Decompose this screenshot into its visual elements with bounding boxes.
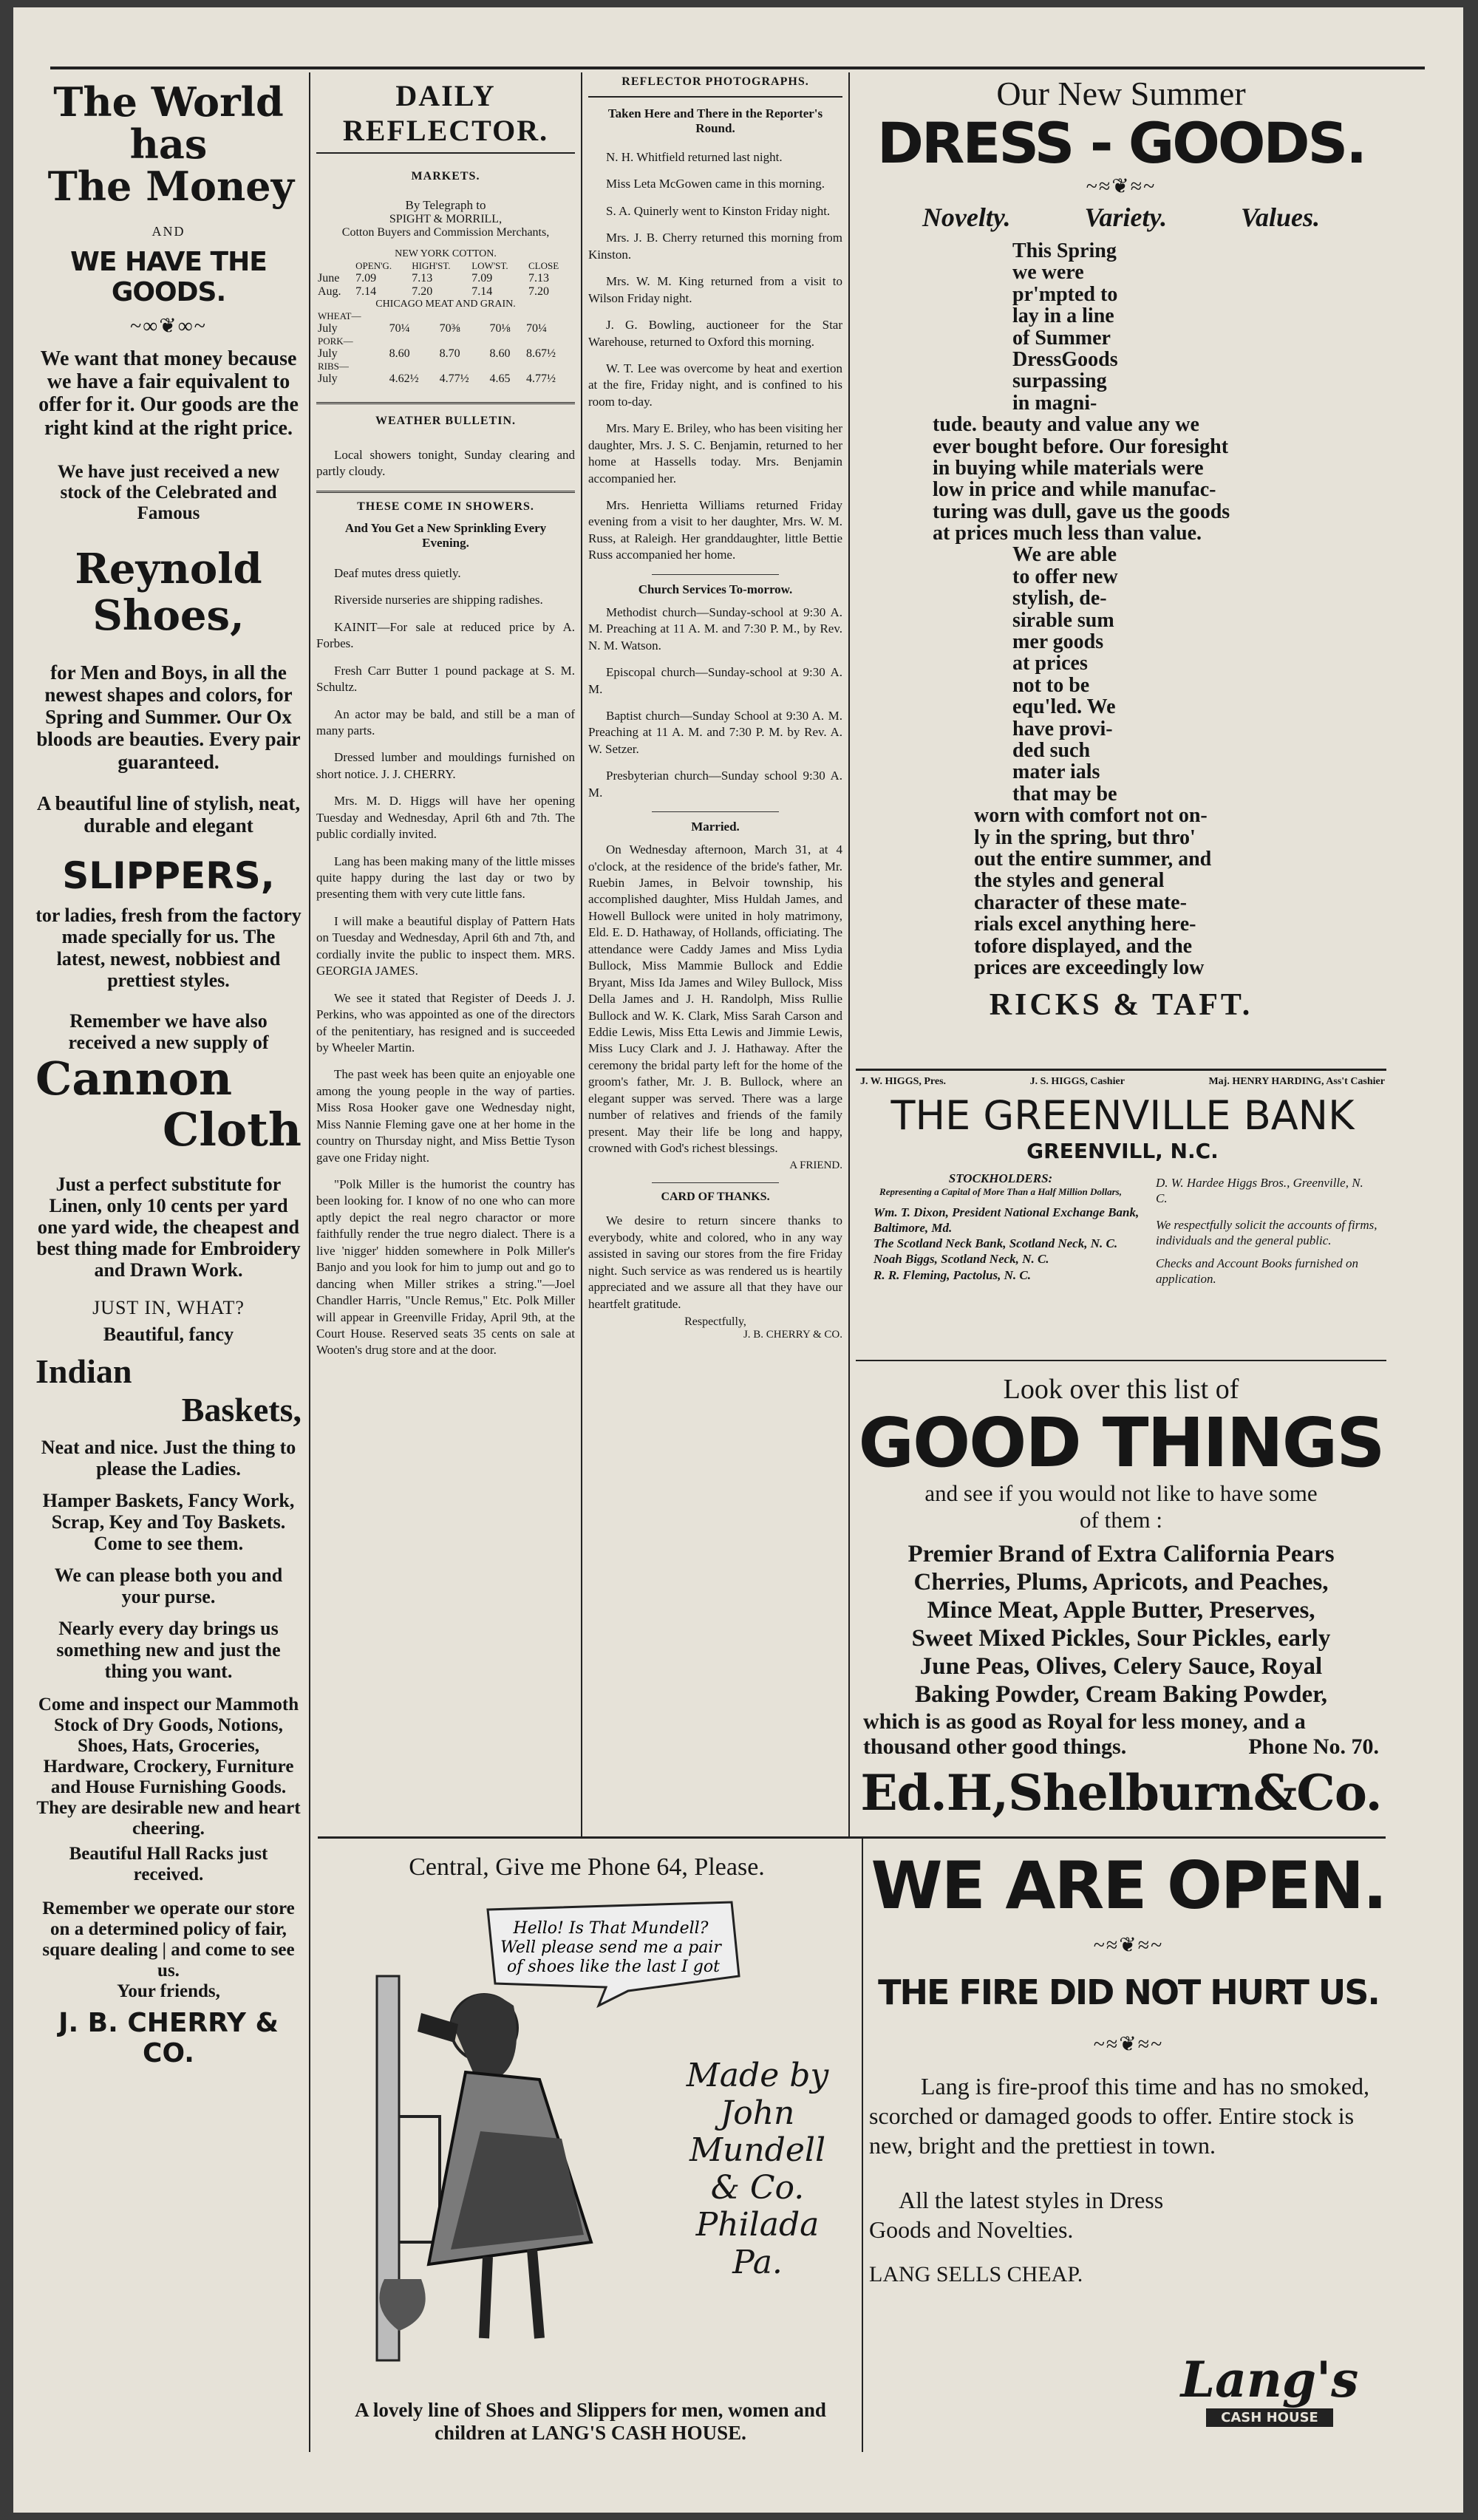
body-line: we were — [1012, 261, 1084, 285]
table-row — [316, 347, 575, 361]
girl-hair — [451, 1994, 517, 2080]
lang-logo — [1159, 2351, 1380, 2427]
table-header: HIGH'ST. — [412, 260, 451, 271]
showers-subheading: And You Get a New Sprinkling Every Evening. — [344, 520, 547, 550]
body-line: worn with comfort not on- — [974, 804, 1208, 828]
ad-paragraph: Remember we have also received a new supply of — [68, 1009, 269, 1053]
mundell-ad — [318, 1843, 856, 2452]
section-rule — [856, 1360, 1386, 1361]
top-rule — [50, 67, 1425, 69]
lang-ad — [869, 1843, 1388, 2452]
dress-tags — [885, 202, 1357, 233]
body-line: to offer new — [1012, 565, 1118, 588]
body-line: turing was dull, gave us the goods — [933, 500, 1230, 523]
news-item: W. T. Lee was overcome by heat and exertion at the fire, Friday night, and is confined to his room to-day. — [588, 361, 842, 409]
news-item: Fresh Carr Butter 1 pound package at S. M. Schultz. — [316, 663, 575, 695]
married-text: On Wednesday afternoon, March 31, at 4 o'clock, at the residence of the bride's father, Mr. Ruebin James, in Belvoir township, his accomplished daughter, Miss Huldah James, and Howell Bullock were united in holy matrimony, Eld. E. D. Hathaway, of Hollands, officiating. The attendance were Caddy James and Miss Lydia Bullock, Miss Mammie Bullock and Eddie Bryant, Miss Ida James and Wiley Bullock, Miss Della James and J. H. Randolph, Miss Rullie Bullock and W. K. Clark, Miss Sarah Carson and Eddie Lewis, Miss Etta Lewis and Jimmie Lewis, Miss Lucy Clark and J. J. Hathaway. After the ceremony the bridal party left for the home of the groom's father, Mr. J. B. Bullock, where an elegant supper was served. There was a large number of relatives and friends of the family present. May their life be long and happy, crowned with God's richest blessings. — [588, 842, 842, 1155]
column-rule — [309, 72, 310, 2452]
ad-paragraph: Hamper Baskets, Fancy Work, Scrap, Key and Toy Baskets. Come to see them. — [42, 1489, 295, 1554]
good-title: GOOD THINGS — [858, 1403, 1384, 1482]
bank-ad — [860, 1076, 1385, 1357]
ad-paragraph: Neat and nice. Just the thing to please the Ladies. — [41, 1436, 296, 1479]
ad-paragraph: tor ladies, fresh from the factory made specially for us. The latest, newest, nobbiest and prettiest styles. — [35, 905, 302, 991]
ad-paragraph: Your friends, — [117, 1981, 220, 2001]
cloth-title: Cloth — [163, 1103, 302, 1157]
table-cell: WHEAT— — [318, 310, 361, 321]
list-item: Premier Brand of Extra California Pears — [907, 1541, 1335, 1568]
table-cell: PORK— — [318, 336, 353, 347]
table-row — [316, 336, 575, 347]
church-item: Methodist church—Sunday-school at 9:30 A. M. Preaching at 11 A. M. and 7:30 P. M., by Rev. N. M. Watson. — [588, 605, 842, 653]
phone-number: Phone No. 70. — [1248, 1734, 1379, 1759]
bank-name: THE GREENVILLE BANK — [890, 1092, 1355, 1139]
speech-bubble-text: Hello! Is That Mundell? Well please send me a pair of shoes like the last I got — [500, 1919, 721, 1976]
ad-paragraph: A beautiful line of stylish, neat, durable and elegant — [36, 791, 301, 837]
news-item: Lang has been making many of the little misses quite happy during the last day or two by presenting them with very cute little fans. — [316, 854, 575, 902]
church-heading: Church Services To-morrow. — [638, 582, 793, 596]
photographs-heading: REFLECTOR PHOTOGRAPHS. — [588, 75, 842, 98]
body-line: out the entire summer, and — [974, 847, 1212, 871]
lang-logo-text: Lang's — [1180, 2351, 1359, 2408]
and-label: AND — [151, 223, 185, 239]
flourish-ornament: ~≈❦≈~ — [1093, 1933, 1164, 1957]
church-item: Baptist church—Sunday School at 9:30 A. M. Preaching at 11 A. M. and 7:30 P. M. by Rev. A. W. Setzer. — [588, 708, 842, 756]
ad-headline: The Money — [47, 163, 294, 211]
table-cell: 7.13 — [412, 272, 433, 285]
church-item: Presbyterian church—Sunday school 9:30 A. M. — [588, 769, 842, 800]
body-line: sirable sum — [1012, 608, 1114, 632]
table-header: OPEN'G. — [355, 260, 392, 271]
baskets-title: Baskets, — [181, 1390, 302, 1428]
masthead: DAILY REFLECTOR. — [316, 74, 575, 154]
ad-paragraph: Remember we operate our store on a determined policy of fair, square dealing | and come to see us. — [42, 1898, 295, 1981]
thanks-respectfully: Respectfully, — [684, 1315, 746, 1329]
column-rule — [581, 72, 582, 1839]
married-heading: Married. — [691, 820, 740, 834]
table-cell: 4.62½ — [389, 372, 419, 385]
made-by-line: & Co. — [710, 2168, 805, 2207]
table-cell: 8.60 — [489, 347, 511, 360]
list-item: Baking Powder, Cream Baking Powder, — [914, 1680, 1327, 1708]
news-item: Mrs. W. M. King returned from a visit to Wilson Friday night. — [588, 274, 842, 305]
bank-note: We respectfully solicit the accounts of firms, individuals and the general public. — [1156, 1217, 1377, 1247]
dress-body-narrow — [1012, 240, 1205, 414]
cherry-ad — [35, 81, 302, 2453]
made-by-line: Pa. — [732, 2243, 783, 2281]
news-item: Mrs. J. B. Cherry returned this morning from Kinston. — [588, 231, 842, 262]
body-line: This Spring — [1012, 239, 1117, 262]
stockholders-sub: Representing a Capital of More Than a Half Million Dollars, — [879, 1186, 1122, 1198]
newspaper-page — [13, 7, 1463, 2513]
dress-title-text: DRESS - GOODS. — [876, 113, 1366, 174]
made-by-line: John Mundell — [689, 2094, 826, 2170]
flourish-ornament: ~∞❦∞~ — [130, 314, 207, 338]
lang-paragraph: LANG SELLS CHEAP. — [869, 2261, 1083, 2286]
table-cell: 4.77½ — [439, 372, 469, 385]
list-item: Mince Meat, Apple Butter, Preserves, — [927, 1597, 1315, 1624]
indian-title: Indian — [35, 1352, 132, 1391]
cotton-table — [316, 260, 575, 299]
news-item: We see it stated that Register of Deeds J. J. Perkins, who was appointed as one of the directors of the penitentiary, has resigned and is succeeded by Wheeler Martin. — [316, 990, 575, 1055]
stockholder: R. R. Fleming, Pactolus, N. C. — [873, 1267, 1031, 1282]
dress-top: Our New Summer — [996, 75, 1246, 112]
table-cell: 8.60 — [389, 347, 410, 360]
shoes-title: Reynold Shoes, — [75, 545, 262, 640]
news-item: I will make a beautiful display of Pattern Hats on Tuesday and Wednesday, April 6th and 7th, and cordially invite the public to inspect them. MRS. GEORGIA JAMES. — [316, 913, 575, 978]
body-line: ly in the spring, but thro' — [974, 825, 1196, 849]
body-line: not to be — [1012, 673, 1090, 697]
table-cell: Aug. — [318, 285, 341, 298]
stockholder: D. W. Hardee Higgs Bros., Greenville, N. C. — [1156, 1176, 1363, 1206]
lang-paragraph: Lang is fire-proof this time and has no smoked, scorched or damaged goods to offer. Entire stock is new, bright and the prettiest in town. — [869, 2072, 1369, 2159]
body-line: in buying while materials were — [933, 456, 1204, 480]
table-cell: 4.77½ — [525, 372, 556, 385]
body-line: in magni- — [1012, 391, 1097, 415]
cherry-signature: J. B. CHERRY & CO. — [58, 2007, 279, 2068]
bank-officer: Maj. HENRY HARDING, Ass't Cashier — [1208, 1076, 1385, 1087]
stockholder: Noah Biggs, Scotland Neck, N. C. — [873, 1252, 1049, 1267]
good-tail-row — [856, 1734, 1386, 1760]
thanks-text: We desire to return sincere thanks to everybody, white and colored, who in any way assisted in saving our stores from the fire Friday night. Such service as was rendered us is heartily appreciated and we assure all that they have our heartfelt gratitude. — [588, 1213, 842, 1311]
table-row — [316, 285, 575, 299]
markets-intro: By Telegraph to — [405, 198, 486, 212]
table-cell: 8.70 — [439, 347, 460, 360]
table-header-row — [316, 260, 575, 272]
dress-body-wide — [974, 805, 1373, 978]
ad-headline: The World has — [53, 81, 284, 168]
good-top: Look over this list of — [1003, 1374, 1239, 1405]
lang-paragraph: All the latest styles in Dress Goods and Novelties. — [869, 2186, 1164, 2243]
section-rule — [856, 1069, 1386, 1071]
bank-officer: J. S. HIGGS, Cashier — [1029, 1076, 1125, 1087]
mundell-bottom: A lovely line of Shoes and Slippers for men, women and children at LANG'S CASH HOUSE. — [355, 2398, 826, 2444]
news-item: Dressed lumber and mouldings furnished on short notice. J. J. CHERRY. — [316, 750, 575, 781]
photographs-subheading: Taken Here and There in the Reporter's Round. — [607, 106, 823, 135]
just-in-label: JUST IN, WHAT? — [92, 1297, 245, 1319]
bank-left — [860, 1171, 1141, 1287]
ad-paragraph: for Men and Boys, in all the newest shapes and colors, for Spring and Summer. Our Ox bloods are beauties. Every pair guaranteed. — [36, 661, 301, 773]
tag-novelty: Novelty. — [922, 202, 1011, 232]
news-item: Riverside nurseries are shipping radishes. — [334, 593, 543, 607]
body-line: that may be — [1012, 782, 1117, 806]
table-cell: 7.20 — [528, 285, 550, 298]
body-line: at prices — [1012, 652, 1088, 675]
good-sub: and see if you would not like to have some — [924, 1480, 1318, 1507]
table-row — [316, 361, 575, 372]
made-by-line: Made by — [686, 2057, 829, 2094]
body-line: character of these mate- — [974, 890, 1187, 914]
bank-officers — [860, 1076, 1385, 1088]
cotton-heading: NEW YORK COTTON. — [395, 248, 497, 259]
body-line: prices are exceedingly low — [974, 956, 1205, 979]
list-item: June Peas, Olives, Celery Sauce, Royal — [919, 1652, 1323, 1680]
news-item: Mrs. M. D. Higgs will have her opening Tuesday and Wednesday, April 6th and 7th. The public cordially invited. — [316, 794, 575, 842]
body-line: mater ials — [1012, 760, 1100, 784]
bank-note: Checks and Account Books furnished on application. — [1156, 1256, 1359, 1287]
table-cell: 70¼ — [389, 322, 410, 335]
grain-table — [316, 310, 575, 386]
church-item: Episcopal church—Sunday-school at 9:30 A. M. — [588, 665, 842, 696]
body-line: lay in a line — [1012, 304, 1114, 328]
dress-body-wide — [933, 414, 1376, 544]
bank-details — [860, 1171, 1385, 1287]
girl-leg — [532, 2250, 539, 2338]
flourish-ornament: ~≈❦≈~ — [1086, 175, 1157, 198]
body-line: equ'led. We — [1012, 695, 1116, 719]
news-item: Mrs. Mary E. Briley, who has been visiting her daughter, Mrs. J. S. C. Benjamin, returned to her home at Hassells today. Mrs. Benjamin accompanied her. — [588, 421, 842, 486]
news-item: The past week has been quite an enjoyable one among the young people in the way of parties. Miss Rosa Hooker gave one Wednesday night, Miss Nannie Fleming gave one at her home in the country on Thursday night, and Miss Bettie Tyson gave one Friday night. — [316, 1067, 575, 1165]
dress-body-narrow — [1012, 544, 1205, 805]
body-line: tofore displayed, and the — [974, 934, 1193, 958]
table-cell: 7.13 — [528, 272, 550, 285]
column-rule — [862, 1839, 863, 2452]
table-cell: 8.67½ — [525, 347, 556, 360]
good-list — [856, 1541, 1386, 1709]
table-cell: 7.20 — [412, 285, 433, 298]
reflector-column — [316, 74, 575, 1833]
thanks-heading: CARD OF THANKS. — [661, 1191, 770, 1204]
weather-text: Local showers tonight, Sunday clearing and partly cloudy. — [316, 448, 575, 479]
list-item: Cherries, Plums, Apricots, and Peaches, — [913, 1569, 1329, 1596]
girl-leg — [484, 2257, 488, 2338]
ad-paragraph: Come and inspect our Mammoth Stock of Dry Goods, Notions, Shoes, Hats, Groceries, Hardware, Crockery, Furniture and House Furnishing Goods. They are desirable new and heart cheering. — [36, 1694, 301, 1839]
table-row — [316, 310, 575, 322]
made-by — [665, 2057, 850, 2282]
mundell-caption: Central, Give me Phone 64, Please. — [409, 1853, 765, 1881]
body-line: have provi- — [1012, 717, 1113, 740]
body-line: We are able — [1012, 543, 1117, 567]
lang-title: WE ARE OPEN. — [871, 1848, 1386, 1924]
ad-paragraph: We can please both you and your purse. — [54, 1564, 283, 1608]
good-firm: Ed.H,Shelburn&Co. — [860, 1763, 1382, 1822]
news-item: "Polk Miller is the humorist the country has been looking for. I know of no one who can more aptly depict the real negro charactor or more faithfully render the true negro dialect. There is a live 'nigger' hidden somewhere in Polk Miller's Banjo and you look for him to jump out and go to dancing when Miller strikes a string."—Joel Chandler Harris, "Uncle Remus," Etc. Polk Miller will appear in Greenville Friday, April 9th, at the Court House. Reserved seats 35 cents on sale at Wooten's drug store and at the door. — [316, 1177, 575, 1358]
ad-paragraph: We have just received a new stock of the Celebrated and Famous — [57, 462, 280, 524]
stockholders-heading: STOCKHOLDERS: — [948, 1171, 1053, 1185]
table-cell: RIBS— — [318, 361, 349, 372]
news-item: Miss Leta McGowen came in this morning. — [606, 177, 825, 191]
table-row — [316, 372, 575, 386]
married-signature: A FRIEND. — [789, 1159, 842, 1172]
showers-heading: THESE COME IN SHOWERS. — [357, 500, 534, 513]
table-cell: June — [318, 272, 340, 285]
bank-right — [1156, 1171, 1377, 1287]
dress-firm: RICKS & TAFT. — [989, 988, 1253, 1023]
table-cell: 7.14 — [355, 285, 377, 298]
news-item: Deaf mutes dress quietly. — [334, 565, 461, 580]
body-line: at prices much less than value. — [933, 522, 1202, 545]
flourish-ornament: ~≈❦≈~ — [1093, 2032, 1164, 2056]
weather-heading: WEATHER BULLETIN. — [375, 415, 517, 427]
ad-paragraph: Beautiful Hall Racks just received. — [69, 1843, 268, 1884]
markets-heading: MARKETS. — [411, 170, 480, 183]
good-sub: of them : — [1080, 1507, 1162, 1533]
body-line: the styles and general — [974, 869, 1165, 893]
bank-officer: J. W. HIGGS, Pres. — [860, 1076, 947, 1087]
table-cell: July — [318, 322, 338, 335]
good-tail: thousand other good things. — [863, 1734, 1127, 1759]
body-line: ever bought before. Our foresight — [933, 435, 1229, 458]
table-cell: 70⅛ — [489, 322, 511, 335]
table-row — [316, 322, 575, 336]
lang-logo-sub: CASH HOUSE — [1206, 2408, 1333, 2427]
slippers-title: SLIPPERS, — [62, 854, 275, 898]
table-cell: 70⅜ — [439, 322, 460, 335]
grain-heading: CHICAGO MEAT AND GRAIN. — [375, 299, 516, 310]
table-row — [316, 272, 575, 285]
list-item: Sweet Mixed Pickles, Sour Pickles, early — [911, 1625, 1331, 1652]
table-cell: 7.14 — [471, 285, 493, 298]
cannon-title: Cannon — [35, 1051, 233, 1106]
ad-paragraph: Just a perfect substitute for Linen, only 10 cents per yard one yard wide, the cheapest and best thing made for Embroidery and Drawn Work. — [36, 1173, 301, 1281]
bank-city: GREENVILL, N.C. — [1026, 1139, 1219, 1163]
made-by-line: Philada — [695, 2206, 820, 2244]
table-cell: July — [318, 372, 338, 385]
table-cell: 7.09 — [471, 272, 493, 285]
thanks-signature: J. B. CHERRY & CO. — [743, 1329, 842, 1341]
body-line: low in price and while manufac- — [933, 478, 1216, 502]
tag-values: Values. — [1240, 202, 1321, 232]
news-item: An actor may be bald, and still be a man of many parts. — [316, 706, 575, 738]
news-item: S. A. Quinerly went to Kinston Friday night. — [606, 203, 831, 218]
stockholder: Wm. T. Dixon, President National Exchange Bank, Baltimore, Md. — [873, 1205, 1140, 1235]
good-tail: which is as good as Royal for less money, and a — [863, 1709, 1306, 1734]
lang-subtitle: THE FIRE DID NOT HURT US. — [878, 1972, 1379, 2012]
ad-paragraph: We want that money because we have a fair equivalent to offer for it. Our goods are the right kind at the right price. — [38, 347, 299, 440]
news-item: J. G. Bowling, auctioneer for the Star Warehouse, returned to Oxford this morning. — [588, 318, 842, 349]
table-header: LOW'ST. — [471, 260, 508, 271]
good-things-ad — [856, 1367, 1386, 1833]
table-header — [316, 260, 354, 272]
body-line: of Summer — [1012, 326, 1111, 350]
ad-headline: WE HAVE THE GOODS. — [70, 246, 267, 307]
tag-variety: Variety. — [1084, 202, 1168, 232]
table-cell: 4.65 — [489, 372, 511, 385]
photographs-column — [588, 75, 842, 1834]
table-cell: July — [318, 347, 338, 360]
table-cell: 7.09 — [355, 272, 377, 285]
news-item: KAINIT—For sale at reduced price by A. Forbes. — [316, 619, 575, 651]
body-line: mer goods — [1012, 630, 1104, 654]
body-line: pr'mpted to — [1012, 282, 1118, 306]
ad-paragraph: Beautiful, fancy — [103, 1324, 234, 1346]
body-line: DressGoods — [1012, 347, 1118, 371]
markets-intro: SPIGHT & MORRILL, — [389, 213, 503, 225]
table-cell: 70¼ — [525, 322, 547, 335]
section-rule — [318, 1836, 1386, 1839]
body-line: stylish, de- — [1012, 587, 1107, 610]
dress-goods-ad — [856, 74, 1386, 1064]
body-line: surpassing — [1012, 370, 1107, 393]
table-header: CLOSE — [528, 260, 559, 271]
body-line: tude. beauty and value any we — [933, 413, 1199, 437]
news-item: N. H. Whitfield returned last night. — [606, 150, 783, 164]
dress-title — [856, 113, 1386, 174]
body-line: rials excel anything here- — [974, 913, 1196, 936]
markets-intro: Cotton Buyers and Commission Merchants, — [341, 226, 550, 239]
column-rule — [848, 72, 850, 1839]
stockholder: The Scotland Neck Bank, Scotland Neck, N. C. — [873, 1236, 1118, 1250]
ad-paragraph: Nearly every day brings us something new and just the thing you want. — [56, 1618, 281, 1683]
news-item: Mrs. Henrietta Williams returned Friday evening from a visit to her daughter, Mrs. W. M. Russ, at Raleigh. Her granddaughter, little Bettie Russ accompanied her home. — [588, 498, 842, 562]
body-line: ded such — [1012, 738, 1091, 762]
